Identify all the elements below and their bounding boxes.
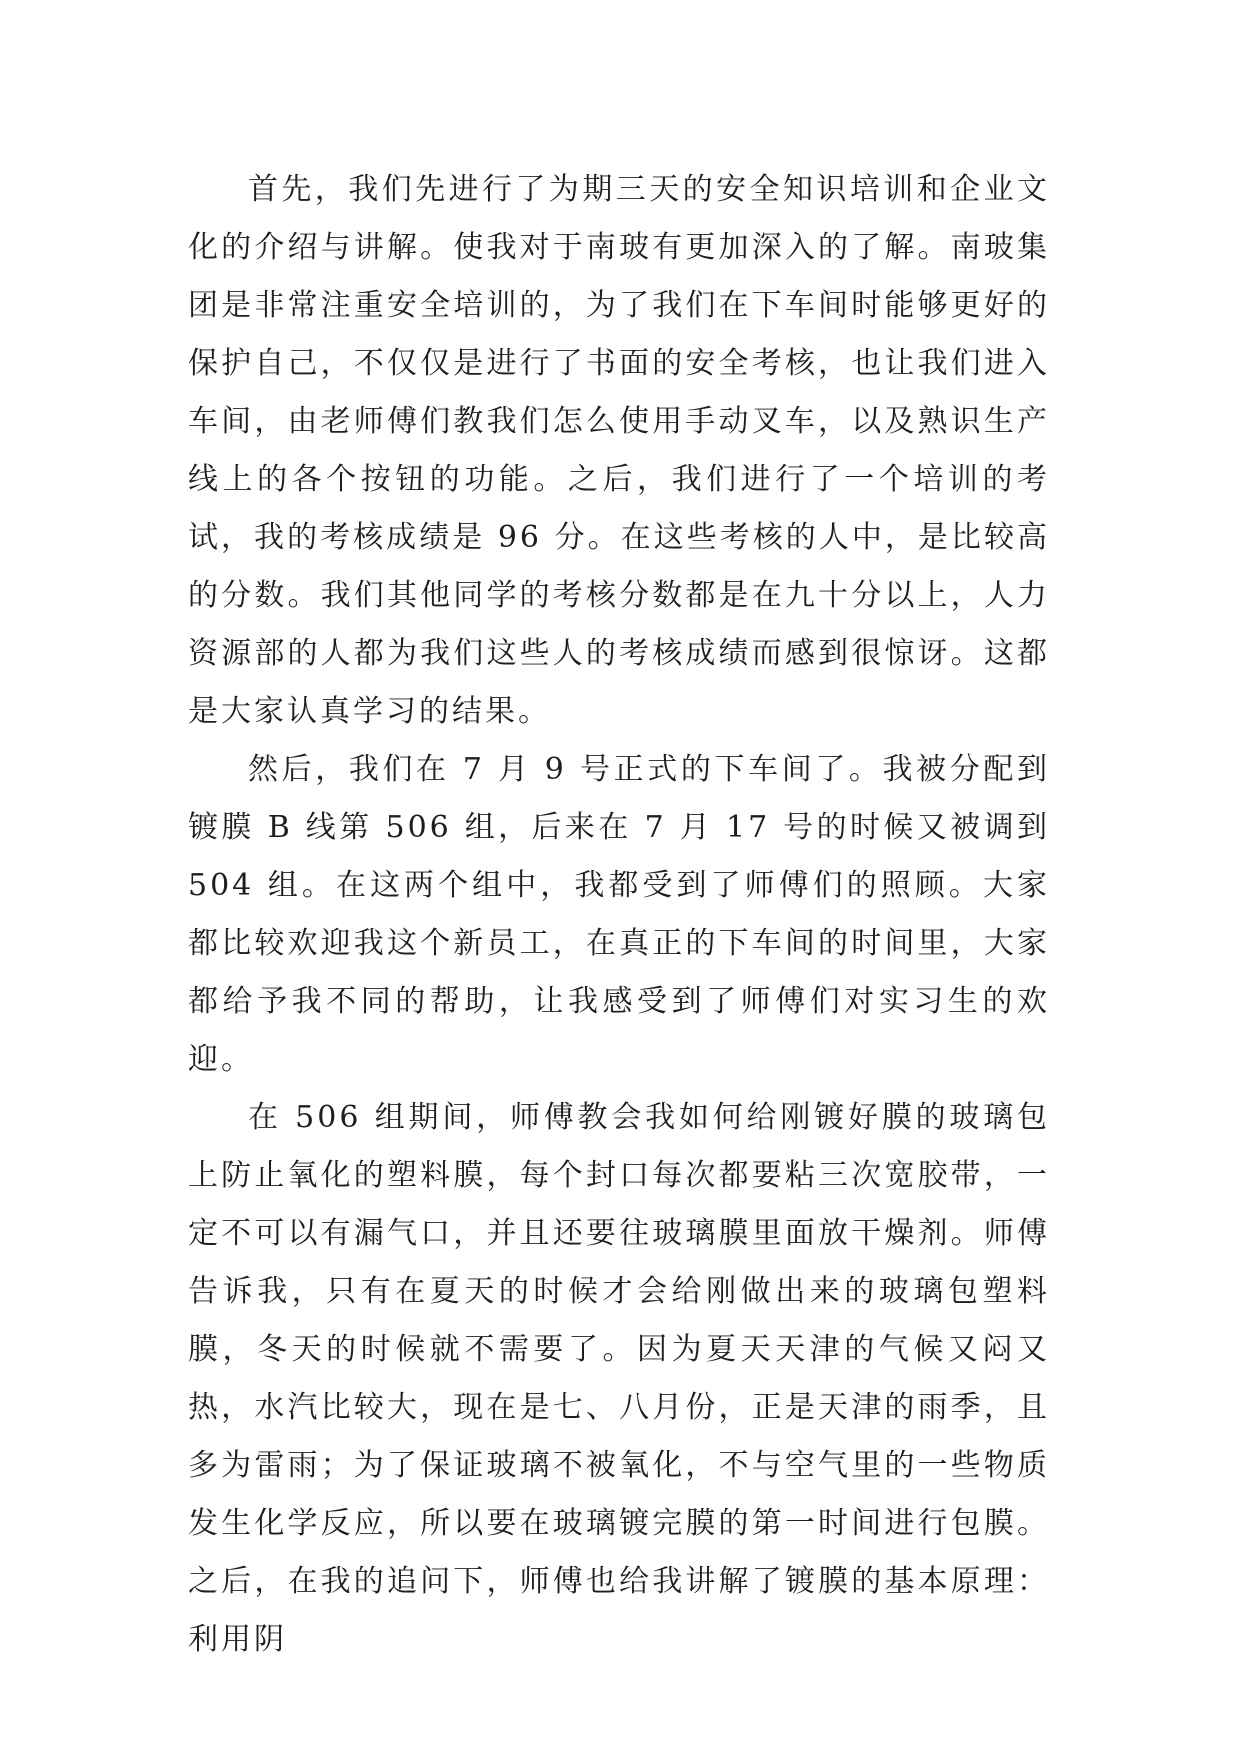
paragraph-training: 首先，我们先进行了为期三天的安全知识培训和企业文化的介绍与讲解。使我对于南玻有更加深入的了解。南玻集团是非常注重安全培训的，为了我们在下车间时能够更好的保护自己，不仅仅是进行了书面的安全考核，也让我们进入车间，由老师傅们教我们怎么使用手动叉车，以及熟识生产线上的各个按钮的功能。之后，我们进行了一个培训的考试，我的考核成绩是 96 分。在这些考核的人中，是比较高的分数。我们其他同学的考核分数都是在九十分以上，人力资源部的人都为我们这些人的考核成绩而感到很惊讶。这都是大家认真学习的结果。: [188, 172, 1050, 729]
document-body: [188, 161, 1050, 1669]
paragraph-coating-work: 在 506 组期间，师傅教会我如何给刚镀好膜的玻璃包上防止氧化的塑料膜，每个封口每次都要粘三次宽胶带，一定不可以有漏气口，并且还要往玻璃膜里面放干燥剂。师傅告诉我，只有在夏天的时候才会给刚做出来的玻璃包塑料膜，冬天的时候就不需要了。因为夏天天津的气候又闷又热，水汽比较大，现在是七、八月份，正是天津的雨季，且多为雷雨；为了保证玻璃不被氧化，不与空气里的一些物质发生化学反应，所以要在玻璃镀完膜的第一时间进行包膜。之后，在我的追问下，师傅也给我讲解了镀膜的基本原理：利用阴: [188, 1100, 1050, 1657]
paragraph-workshop-assignment: 然后，我们在 7 月 9 号正式的下车间了。我被分配到镀膜 B 线第 506 组，后来在 7 月 17 号的时候又被调到 504 组。在这两个组中，我都受到了师傅们的照顾。大家都比较欢迎我这个新员工，在真正的下车间的时间里，大家都给予我不同的帮助，让我感受到了师傅们对实习生的欢迎。: [188, 752, 1050, 1077]
